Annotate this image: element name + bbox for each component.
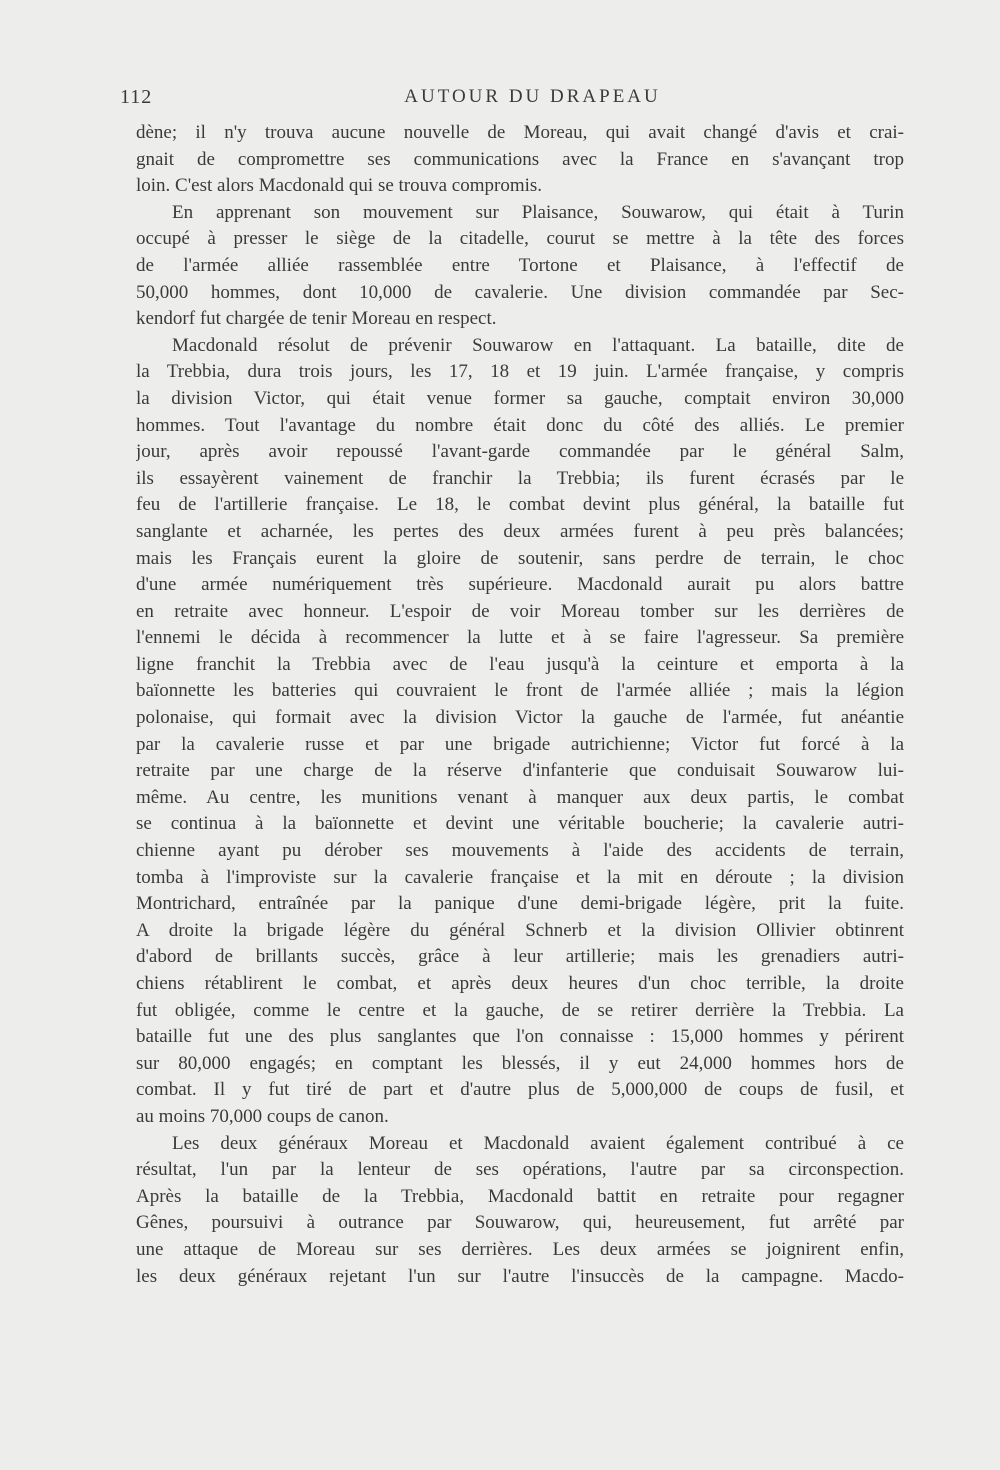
text-line: l'ennemi le décida à recommencer la lutte et à se faire l'agresseur. Sa première <box>136 627 904 649</box>
paragraph <box>136 200 904 333</box>
text-line: ils essayèrent vainement de franchir la Trebbia; ils furent écrasés par le <box>136 467 904 489</box>
text-line: sanglante et acharnée, les pertes des deux armées furent à peu près balancées; <box>136 520 904 542</box>
text-line: dène; il n'y trouva aucune nouvelle de Moreau, qui avait changé d'avis et crai- <box>136 122 904 143</box>
text-line: la Trebbia, dura trois jours, les 17, 18 et 19 juin. L'armée française, y compris <box>136 361 904 383</box>
page-number: 112 <box>120 86 153 108</box>
text-line: se continua à la baïonnette et devint une véritable boucherie; la cavalerie autri- <box>136 813 904 835</box>
text-line: ligne franchit la Trebbia avec de l'eau jusqu'à la ceinture et emporta à la <box>136 653 904 675</box>
text-line: d'une armée numériquement très supérieure. Macdonald aurait pu alors battre <box>136 574 904 596</box>
text-line: combat. Il y fut tiré de part et d'autre plus de 5,000,000 de coups de fusil, et <box>136 1079 904 1101</box>
text-line: baïonnette les batteries qui couvraient le front de l'armée alliée ; mais la légion <box>136 680 904 702</box>
text-line: sur 80,000 engagés; en comptant les blessés, il y eut 24,000 hommes hors de <box>136 1052 904 1074</box>
text-line: loin. C'est alors Macdonald qui se trouva compromis. <box>136 175 543 197</box>
text-line: jour, après avoir repoussé l'avant-garde commandée par le général Salm, <box>136 441 904 463</box>
text-line: polonaise, qui formait avec la division Victor la gauche de l'armée, fut anéantie <box>136 707 904 729</box>
text-line: résultat, l'un par la lenteur de ses opérations, l'autre par sa circonspection. <box>136 1159 904 1181</box>
text-line: en retraite avec honneur. L'espoir de voir Moreau tomber sur les derrières de <box>136 600 904 622</box>
text-line: 50,000 hommes, dont 10,000 de cavalerie. Une division commandée par Sec- <box>136 281 904 303</box>
text-line: de l'armée alliée rassemblée entre Tortone et Plaisance, à l'effectif de <box>136 254 904 276</box>
text-line: une attaque de Moreau sur ses derrières. Les deux armées se joignirent enfin, <box>136 1238 904 1260</box>
running-head <box>120 86 910 116</box>
text-line: hommes. Tout l'avantage du nombre était donc du côté des alliés. Le premier <box>136 414 904 436</box>
text-line: En apprenant son mouvement sur Plaisance, Souwarow, qui était à Turin <box>172 201 904 223</box>
text-line: A droite la brigade légère du général Schnerb et la division Ollivier obtinrent <box>136 919 904 941</box>
text-line: chienne ayant pu dérober ses mouvements à l'aide des accidents de terrain, <box>136 840 904 862</box>
text-line: chiens rétablirent le combat, et après deux heures d'un choc terrible, la droite <box>136 973 904 994</box>
text-line: par la cavalerie russe et par une brigade autrichienne; Victor fut forcé à la <box>136 733 904 755</box>
text-line: au moins 70,000 coups de canon. <box>136 1105 389 1127</box>
text-line: occupé à presser le siège de la citadelle, courut se mettre à la tête des forces <box>136 228 904 250</box>
paragraph <box>136 333 904 1131</box>
text-line: fut obligée, comme le centre et la gauche, de se retirer derrière la Trebbia. La <box>136 999 904 1021</box>
text-line: tomba à l'improviste sur la cavalerie française et la mit en déroute ; la division <box>136 866 904 888</box>
text-line: d'abord de brillants succès, grâce à leur artillerie; mais les grenadiers autri- <box>136 946 904 968</box>
paragraph <box>136 1131 904 1291</box>
text-line: feu de l'artillerie française. Le 18, le combat devint plus général, la bataille fut <box>136 494 904 516</box>
text-line: les deux généraux rejetant l'un sur l'autre l'insuccès de la campagne. Macdo- <box>136 1265 904 1287</box>
text-line: Gênes, poursuivi à outrance par Souwarow, qui, heureusement, fut arrêté par <box>136 1212 904 1234</box>
text-line: kendorf fut chargée de tenir Moreau en respect. <box>136 308 497 330</box>
text-line: Montrichard, entraînée par la panique d'une demi-brigade légère, prit la fuite. <box>136 893 904 915</box>
text-line: Macdonald résolut de prévenir Souwarow en l'attaquant. La bataille, dite de <box>172 334 904 356</box>
text-line: Après la bataille de la Trebbia, Macdonald battit en retraite pour regagner <box>136 1185 904 1207</box>
paragraph <box>136 120 904 200</box>
text-line: retraite par une charge de la réserve d'infanterie que conduisait Souwarow lui- <box>136 760 904 782</box>
text-line: bataille fut une des plus sanglantes que l'on connaisse : 15,000 hommes y périrent <box>136 1026 904 1048</box>
text-line: gnait de compromettre ses communications avec la France en s'avançant trop <box>136 148 904 170</box>
body-text <box>136 120 904 1290</box>
text-line: même. Au centre, les munitions venant à manquer aux deux partis, le combat <box>136 786 904 808</box>
text-line: la division Victor, qui était venue former sa gauche, comptait environ 30,000 <box>136 387 904 409</box>
text-line: Les deux généraux Moreau et Macdonald avaient également contribué à ce <box>172 1132 904 1154</box>
running-title: AUTOUR DU DRAPEAU <box>404 86 661 107</box>
text-line: mais les Français eurent la gloire de soutenir, sans perdre de terrain, le choc <box>136 547 904 569</box>
